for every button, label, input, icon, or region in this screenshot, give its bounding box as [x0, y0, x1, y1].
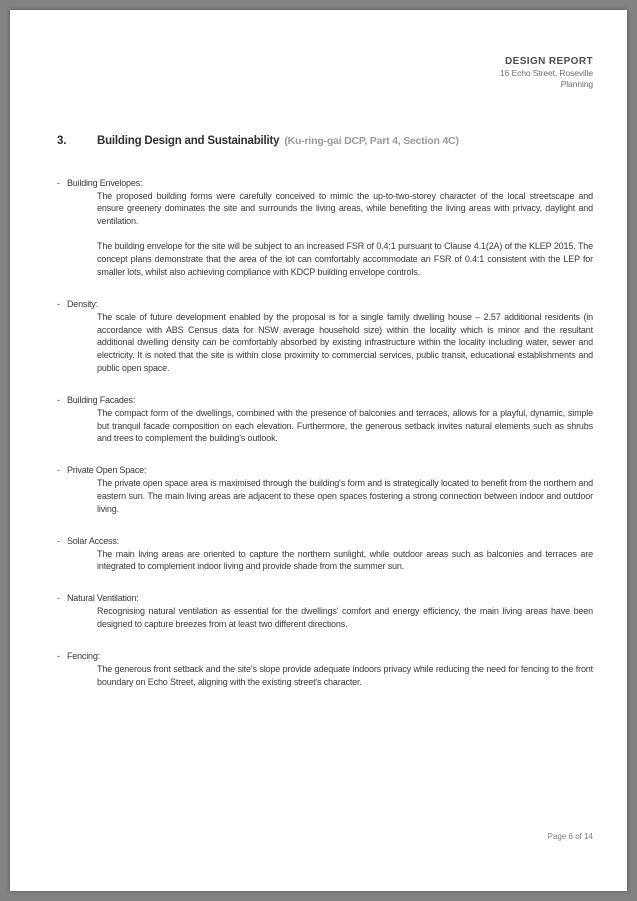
header-title: DESIGN REPORT — [505, 56, 593, 67]
section-head — [57, 650, 593, 663]
section-label: Density: — [67, 298, 98, 309]
sections-list — [57, 177, 593, 689]
section-paragraph: Recognising natural ventilation as essential for the dwellings' comfort and energy efficiency, the main living areas have been designed to capture breezes from at least two different directions. — [97, 606, 593, 629]
section-building-facades — [57, 394, 593, 445]
header-address: 16 Echo Street, Roseville — [500, 67, 593, 78]
section-title: Building Design and Sustainability — [97, 134, 280, 147]
header-subtitle: Planning — [560, 79, 593, 89]
section-paragraph: The building envelope for the site will be subject to an increased FSR of 0.4:1 pursuant to Clause 4.1(2A) of the KLEP 2015. The concept plans demonstrate that the area of the lot can comfortably accommodate an FSR of 0.4:1 consistent with the LEP for smaller lots, whilst also achieving compliance with KDCP building envelope controls. — [97, 241, 593, 277]
section-reference: (Ku-ring-gai DCP, Part 4, Section 4C) — [284, 134, 459, 147]
page-number: Page 6 of 14 — [547, 832, 593, 841]
section-natural-ventilation — [57, 592, 593, 631]
section-paragraph: The main living areas are oriented to capture the northern sunlight, while outdoor areas such as balconies and terraces are integrated to complement indoor living and provide shade from the summer sun. — [97, 548, 593, 572]
section-paragraph: The generous front setback and the site's slope provide adequate indoors privacy while reducing the need for fencing to the front boundary on Echo Street, aligning with the existing street's character. — [97, 663, 593, 687]
section-building-envelopes — [57, 177, 593, 279]
section-density — [57, 298, 593, 375]
section-head — [57, 298, 593, 311]
section-head — [57, 177, 593, 190]
section-head — [57, 535, 593, 548]
section-private-open-space — [57, 464, 593, 515]
section-head — [57, 464, 593, 477]
section-label: Building Envelopes: — [67, 177, 143, 188]
bullet-icon: - — [57, 593, 60, 604]
section-paragraph: The compact form of the dwellings, combined with the presence of balconies and terraces, allows for a playful, dynamic, simple but tranquil facade composition on each elevation. Furthermore, the generous setback invites natural elements such as shrubs and trees to complement the building's outlook. — [97, 407, 593, 444]
section-heading — [57, 135, 593, 147]
section-label: Fencing: — [67, 650, 100, 661]
bullet-icon: - — [57, 394, 60, 405]
section-paragraph: The scale of future development enabled by the proposal is for a single family dwelling house – 2.57 additional residents (in accordance with ABS Census data for NSW average household size) within the locality which is minor and the resultant additional dwelling density can be comfortably absorbed by existing infrastructure within the locality including water, sewer and electricity. It is noted that the site is within close proximity to commercial services, public transit, educational establishments and public open space. — [97, 311, 593, 373]
bullet-icon: - — [57, 177, 60, 188]
document-page — [10, 10, 627, 891]
bullet-icon: - — [57, 465, 60, 476]
section-paragraph: The private open space area is maximised through the building's form and is strategically located to benefit from the northern and eastern sun. The main living areas are adjacent to these open spaces fostering a strong connection between indoor and outdoor living. — [97, 478, 593, 514]
bullet-icon: - — [57, 298, 60, 309]
document-header — [10, 56, 593, 91]
bullet-icon: - — [57, 650, 60, 661]
bullet-icon: - — [57, 535, 60, 546]
section-label: Building Facades: — [67, 394, 136, 405]
section-label: Private Open Space: — [67, 465, 147, 476]
section-fencing — [57, 650, 593, 689]
section-label: Solar Access: — [67, 535, 119, 546]
section-number: 3. — [57, 134, 67, 147]
section-head — [57, 592, 593, 605]
section-paragraph: The proposed building forms were carefully conceived to mimic the up-to-two-storey character of the local streetscape and ensure greenery dominates the site and surrounds the living areas, while benefiting the living areas with privacy, daylight and ventilation. — [97, 190, 593, 227]
section-label: Natural Ventilation: — [67, 593, 139, 604]
section-solar-access — [57, 535, 593, 574]
section-head — [57, 394, 593, 407]
